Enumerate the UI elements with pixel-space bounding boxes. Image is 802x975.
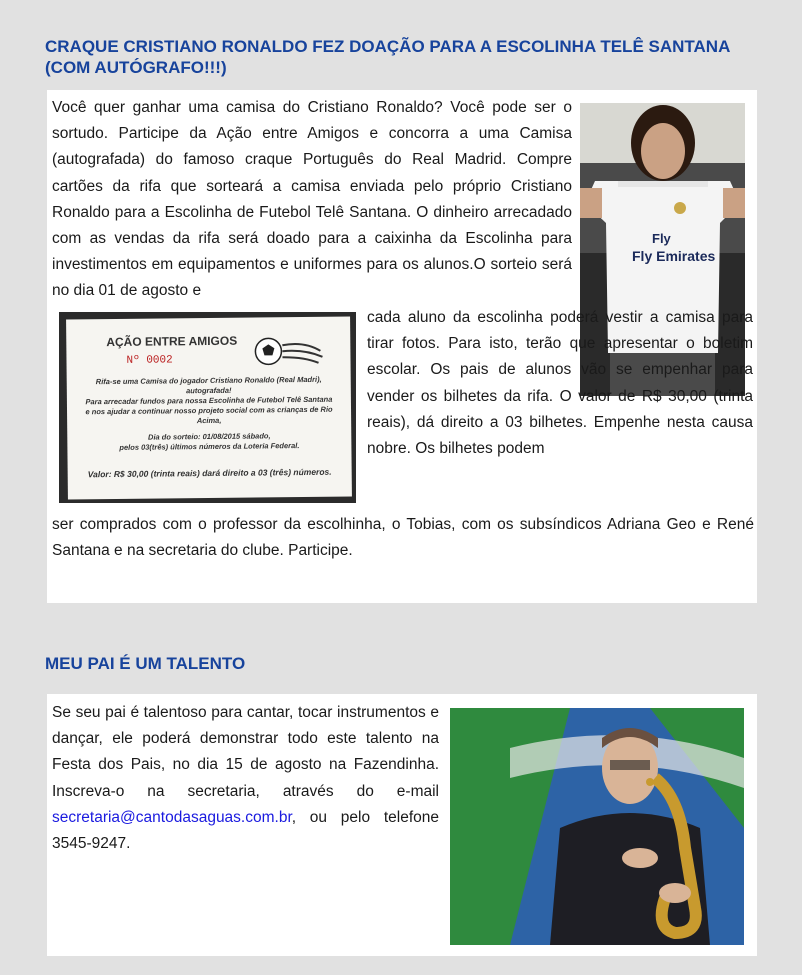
ticket-heading: AÇÃO ENTRE AMIGOS <box>106 333 238 350</box>
article-card <box>47 90 757 603</box>
article-title: CRAQUE CRISTIANO RONALDO FEZ DOAÇÃO PARA A ESCOLINHA TELÊ SANTANA (COM AUTÓGRAFO!!!) <box>45 37 730 77</box>
ticket-price: Valor: R$ 30,00 (trinta reais) dará direito a 03 (três) números. <box>87 466 332 480</box>
shirt-sponsor-text: Fly Emirates <box>632 248 716 264</box>
ticket-line: pelos 03(três) últimos números da Loteria Federal. <box>119 441 300 452</box>
paragraph-text: , ou pelo telefone 3545-9247. <box>52 808 439 853</box>
ticket-line: Dia do sorteio: 01/08/2015 sábado, <box>147 431 271 442</box>
ticket-line: Rifa-se uma Camisa do jogador Cristiano Ronaldo (Real Madri), autografada! <box>95 374 322 396</box>
ticket-number: Nº 0002 <box>126 354 173 367</box>
article-paragraph: cada aluno da escolinha poderá vestir a camisa para tirar fotos. Para isto, terão que apresentar o boletim escolar. Os pais de alunos vão se empenhar para vender os bilhetes da rifa. O valor de R$ 30,00 (trinta reais), dá direito a 03 bilhetes. Empenhe nesta causa nobre. Os bilhetes podem <box>367 309 753 458</box>
article-paragraph: ser comprados com o professor da escolhinha, o Tobias, com os subsíndicos Adriana Geo e René Santana e na secretaria do clube. Participe. <box>52 516 754 560</box>
article-title: MEU PAI É UM TALENTO <box>45 654 246 673</box>
article-card <box>47 694 757 956</box>
paragraph-text: Se seu pai é talentoso para cantar, tocar instrumentos e dançar, ele poderá demonstrar todo este talento na Festa dos Pais, no dia 15 de agosto na Fazendinha. Inscreva-o na secretaria, através do e-mail <box>52 704 439 800</box>
ticket-line: Para arrecadar fundos para nossa Escolinha de Futebol Telê Santana <box>85 394 333 407</box>
article-paragraph <box>52 700 439 857</box>
svg-text:Fly: Fly <box>652 231 671 246</box>
saxophone-player-photo <box>450 708 744 945</box>
soccer-ball-icon <box>254 331 324 372</box>
email-link[interactable]: secretaria@cantodasaguas.com.br <box>52 808 292 826</box>
ticket-line: e nos ajudar a continuar nosso projeto social com as crianças de Rio Acima, <box>85 404 333 426</box>
article-paragraph: Você quer ganhar uma camisa do Cristiano Ronaldo? Você pode ser o sortudo. Participe da Ação entre Amigos e concorra a uma Camisa (autografada) do famoso craque Português do Real Madrid. Compre cartões da rifa que sorteará a camisa enviada pelo próprio Cristiano Ronaldo para a Escolinha de Futebol Telê Santana. O dinheiro arrecadado com as vendas da rifa será doado para a caixinha da Escolinha para investimentos em equipamentos e uniformes para os alunos.O sorteio será no dia 01 de agosto e <box>52 99 572 300</box>
raffle-ticket-photo <box>59 312 356 503</box>
